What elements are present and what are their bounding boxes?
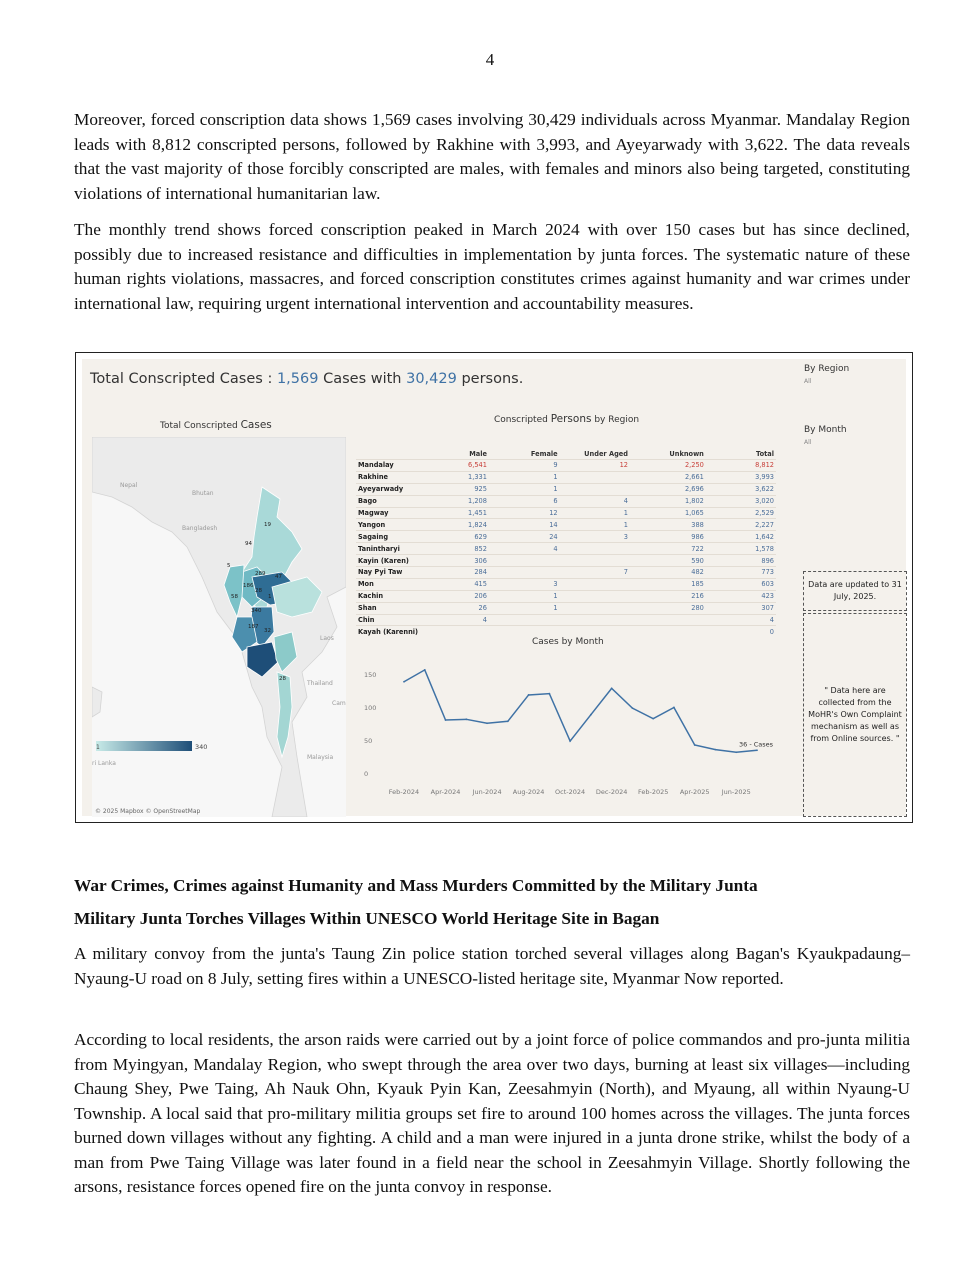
table-cell: 603	[706, 578, 776, 590]
map-svg	[92, 437, 346, 817]
y-tick-label: 150	[364, 671, 377, 680]
x-tick-label: Aug-2024	[512, 788, 545, 796]
table-cell: 773	[706, 567, 776, 579]
region-name: Shan	[356, 602, 437, 614]
svg-text:1: 1	[268, 594, 272, 600]
svg-text:28: 28	[279, 676, 286, 682]
filter-month-value[interactable]: All	[804, 439, 812, 446]
table-cell: 722	[630, 543, 706, 555]
paragraph-residents: According to local residents, the arson raids were carried out by a joint force of police commandos and pro-junta militia from Myingyan, Mandalay Region, who swept through the area over two days, burning at least six villages—including Chaung Shey, Pwe Taing, Ah Nauk Ohn, Kyauk Pyin Kan, Zeesahmyin (North), and Myaung, all within Nyaung-U Township. A local said that pro-military militia groups set fire to around 100 homes across the villages. The junta forces burned down villages without any fighting. A child and a man were injured in a junta drone strike, whilst the body of a man from Pwe Taing Village was later found in a field near the school in Zeesahmyin Village. Shortly following the arsons, resistance forces opened fire on the junta convoy in response.	[74, 1030, 910, 1196]
svg-text:Malaysia: Malaysia	[307, 754, 334, 761]
svg-text:28: 28	[255, 588, 262, 594]
svg-text:58: 58	[231, 594, 238, 600]
region-name: Rakhine	[356, 471, 437, 483]
y-tick-label: 100	[364, 704, 377, 713]
paragraph-convoy: A military convoy from the junta's Taung Zin police station torched several villages along Bagan's Kyaukpadaung–Nyaung-U road on 8 July, setting fires within a UNESCO-listed heritage site, Myanmar Now reported.	[74, 944, 910, 988]
page-number: 4	[485, 50, 495, 69]
table-cell: 6	[489, 495, 560, 507]
region-name: Chin	[356, 614, 437, 626]
table-cell: 1,065	[630, 507, 706, 519]
table-row	[356, 531, 776, 543]
table-cell	[560, 590, 630, 602]
table-cell	[560, 602, 630, 614]
svg-text:1: 1	[96, 744, 100, 751]
subsection-heading: Military Junta Torches Villages Within UNESCO World Heritage Site in Bagan	[74, 909, 660, 928]
data-point[interactable]	[465, 718, 467, 720]
table-row	[356, 483, 776, 495]
table-row	[356, 507, 776, 519]
table-cell	[437, 626, 489, 637]
col-header: Female	[530, 449, 558, 458]
data-point[interactable]	[590, 714, 592, 716]
x-tick-label: Apr-2025	[679, 788, 710, 796]
region-name: Ayeyarwady	[356, 483, 437, 495]
table-cell: 2,250	[630, 460, 706, 472]
table-row	[356, 602, 776, 614]
table-row	[356, 614, 776, 626]
dashboard-title: Total Conscripted Cases : 1,569 Cases with 30,429 persons.	[90, 371, 524, 387]
svg-text:Nepal: Nepal	[120, 482, 138, 489]
paragraph-trend: The monthly trend shows forced conscription peaked in March 2024 with over 150 cases but has since declined, possibly due to increased resistance and difficulties in implementation by junta forces. The systematic nature of these human rights violations, massacres, and forced conscription constitutes crimes against humanity and war crimes under international law, requiring urgent international intervention and accountability measures.	[74, 220, 910, 313]
table-cell: 1	[489, 602, 560, 614]
col-header: Male	[469, 449, 487, 458]
svg-text:ri Lanka: ri Lanka	[92, 760, 116, 767]
table-cell	[489, 626, 560, 637]
y-tick-label: 50	[364, 737, 373, 746]
data-point[interactable]	[424, 669, 426, 671]
data-point[interactable]	[715, 749, 717, 751]
table-row	[356, 543, 776, 555]
table-cell: 388	[630, 519, 706, 531]
svg-text:32: 32	[264, 628, 271, 634]
table-cell: 3,020	[706, 495, 776, 507]
svg-text:Cam: Cam	[332, 700, 346, 707]
series-line	[404, 670, 757, 752]
table-cell	[560, 614, 630, 626]
filter-region-label[interactable]: By Region	[804, 364, 850, 374]
region-name: Mon	[356, 578, 437, 590]
region-name: Sagaing	[356, 531, 437, 543]
table-cell: 9	[489, 460, 560, 472]
table-cell	[560, 626, 630, 637]
table-cell: 14	[489, 519, 560, 531]
table-cell: 590	[630, 555, 706, 567]
data-point[interactable]	[652, 718, 654, 720]
table-cell: 4	[560, 495, 630, 507]
x-tick-label: Dec-2024	[595, 788, 628, 796]
conscription-dashboard	[75, 352, 913, 823]
table-cell: 306	[437, 555, 489, 567]
table-cell: 2,696	[630, 483, 706, 495]
table-cell: 1,208	[437, 495, 489, 507]
table-cell: 423	[706, 590, 776, 602]
table-row	[356, 519, 776, 531]
table-cell	[489, 614, 560, 626]
last-value-label: 36 - Cases	[739, 740, 774, 749]
data-point[interactable]	[403, 681, 405, 683]
data-point[interactable]	[632, 707, 634, 709]
col-header: Total	[755, 449, 774, 458]
table-cell: 2,661	[630, 471, 706, 483]
table-cell: 4	[437, 614, 489, 626]
x-tick-label: Feb-2025	[637, 788, 669, 796]
table-cell: 925	[437, 483, 489, 495]
table-cell: 629	[437, 531, 489, 543]
table-cell: 1,451	[437, 507, 489, 519]
table-cell: 3,993	[706, 471, 776, 483]
table-cell: 4	[489, 543, 560, 555]
table-cell: 896	[706, 555, 776, 567]
data-point[interactable]	[694, 744, 696, 746]
region-name: Bago	[356, 495, 437, 507]
table-cell: 1,642	[706, 531, 776, 543]
region-name: Nay Pyi Taw	[356, 567, 437, 579]
region-name: Yangon	[356, 519, 437, 531]
data-point[interactable]	[528, 694, 530, 696]
table-cell: 1	[560, 507, 630, 519]
table-cell	[489, 567, 560, 579]
table-cell	[630, 626, 706, 637]
region-name: Tanintharyi	[356, 543, 437, 555]
table-cell: 280	[630, 602, 706, 614]
x-tick-label: Jun-2024	[472, 788, 502, 796]
map-credit: © 2025 Mapbox © OpenStreetMap	[95, 808, 201, 815]
table-cell	[560, 555, 630, 567]
myanmar-map[interactable]	[92, 437, 346, 817]
region-name: Kayah (Karenni)	[356, 626, 437, 637]
table-title: Conscripted Persons by Region	[494, 413, 640, 425]
table-row	[356, 578, 776, 590]
table-cell: 1,578	[706, 543, 776, 555]
table-cell	[560, 543, 630, 555]
cases-by-month-chart[interactable]	[352, 654, 782, 804]
x-tick-label: Jun-2025	[721, 788, 751, 796]
region-name: Mandalay	[356, 460, 437, 472]
table-cell: 1	[489, 483, 560, 495]
svg-text:Bhutan: Bhutan	[192, 490, 214, 497]
data-point[interactable]	[507, 720, 509, 722]
table-row	[356, 495, 776, 507]
table-row	[356, 590, 776, 602]
svg-text:186: 186	[243, 583, 254, 589]
table-cell: 1,802	[630, 495, 706, 507]
table-cell: 7	[560, 567, 630, 579]
table-cell: 206	[437, 590, 489, 602]
svg-text:340: 340	[251, 608, 262, 614]
col-header: Under Aged	[584, 449, 628, 458]
data-point[interactable]	[569, 740, 571, 742]
x-tick-label: Feb-2024	[388, 788, 420, 796]
table-cell: 2,529	[706, 507, 776, 519]
table-cell: 0	[706, 626, 776, 637]
table-cell: 4	[706, 614, 776, 626]
table-cell: 1	[489, 590, 560, 602]
line-chart-title: Cases by Month	[532, 637, 604, 647]
data-point[interactable]	[486, 722, 488, 724]
table-cell: 284	[437, 567, 489, 579]
persons-by-region-table	[356, 448, 776, 637]
table-cell: 1,824	[437, 519, 489, 531]
table-cell: 12	[560, 460, 630, 472]
table-row	[356, 471, 776, 483]
table-cell	[630, 614, 706, 626]
section-heading: War Crimes, Crimes against Humanity and Mass Murders Committed by the Military Junta	[74, 876, 758, 895]
svg-text:289: 289	[255, 571, 266, 577]
region-name: Magway	[356, 507, 437, 519]
y-tick-label: 0	[364, 770, 369, 778]
filter-region-value[interactable]: All	[804, 378, 812, 385]
col-header	[356, 448, 437, 460]
table-cell	[560, 483, 630, 495]
table-cell: 26	[437, 602, 489, 614]
svg-text:47: 47	[275, 574, 282, 580]
table-cell	[489, 555, 560, 567]
table-cell	[560, 578, 630, 590]
filter-month-label[interactable]: By Month	[804, 425, 847, 435]
table-row	[356, 567, 776, 579]
table-cell: 12	[489, 507, 560, 519]
source-note: " Data here are collected from the MoHR's Own Complaint mechanism as well as from Online sources. "	[803, 613, 907, 817]
col-header: Unknown	[669, 449, 704, 458]
x-tick-label: Oct-2024	[555, 788, 586, 796]
table-cell: 1	[560, 519, 630, 531]
table-cell: 1	[489, 471, 560, 483]
table-cell	[560, 471, 630, 483]
table-cell: 1,331	[437, 471, 489, 483]
data-point[interactable]	[673, 707, 675, 709]
table-cell: 3	[560, 531, 630, 543]
update-note: Data are updated to 31 July, 2025.	[803, 571, 907, 611]
table-cell: 24	[489, 531, 560, 543]
table-cell: 852	[437, 543, 489, 555]
table-cell: 3	[489, 578, 560, 590]
region-name: Kayin (Karen)	[356, 555, 437, 567]
table-row	[356, 626, 776, 637]
svg-text:5: 5	[227, 563, 231, 569]
table-cell: 482	[630, 567, 706, 579]
data-point[interactable]	[445, 719, 447, 721]
region-name: Kachin	[356, 590, 437, 602]
table-cell: 2,227	[706, 519, 776, 531]
table-cell: 986	[630, 531, 706, 543]
table-row	[356, 555, 776, 567]
svg-text:Laos: Laos	[320, 635, 334, 642]
map-title: Total Conscripted Cases	[160, 419, 272, 431]
svg-text:340: 340	[195, 743, 208, 751]
data-point[interactable]	[735, 751, 737, 753]
data-point[interactable]	[548, 693, 550, 695]
table-cell: 3,622	[706, 483, 776, 495]
svg-text:19: 19	[264, 522, 271, 528]
data-point[interactable]	[611, 687, 613, 689]
svg-text:94: 94	[245, 541, 252, 547]
table-cell: 6,541	[437, 460, 489, 472]
x-tick-label: Apr-2024	[430, 788, 461, 796]
svg-text:187: 187	[248, 624, 259, 630]
data-point[interactable]	[756, 749, 758, 751]
table-cell: 8,812	[706, 460, 776, 472]
table-cell: 415	[437, 578, 489, 590]
svg-text:Bangladesh: Bangladesh	[182, 525, 218, 532]
svg-text:Thailand: Thailand	[307, 680, 333, 687]
table-cell: 307	[706, 602, 776, 614]
paragraph-intro: Moreover, forced conscription data shows 1,569 cases involving 30,429 individuals across Myanmar. Mandalay Region leads with 8,812 conscripted persons, followed by Rakhine with 3,993, and Ayeyarwady with 3,622. The data reveals that the vast majority of those forcibly conscripted are males, with females and minors also being targeted, constituting violations of international humanitarian law.	[74, 110, 910, 203]
table-cell: 216	[630, 590, 706, 602]
table-row	[356, 460, 776, 472]
table-cell: 185	[630, 578, 706, 590]
